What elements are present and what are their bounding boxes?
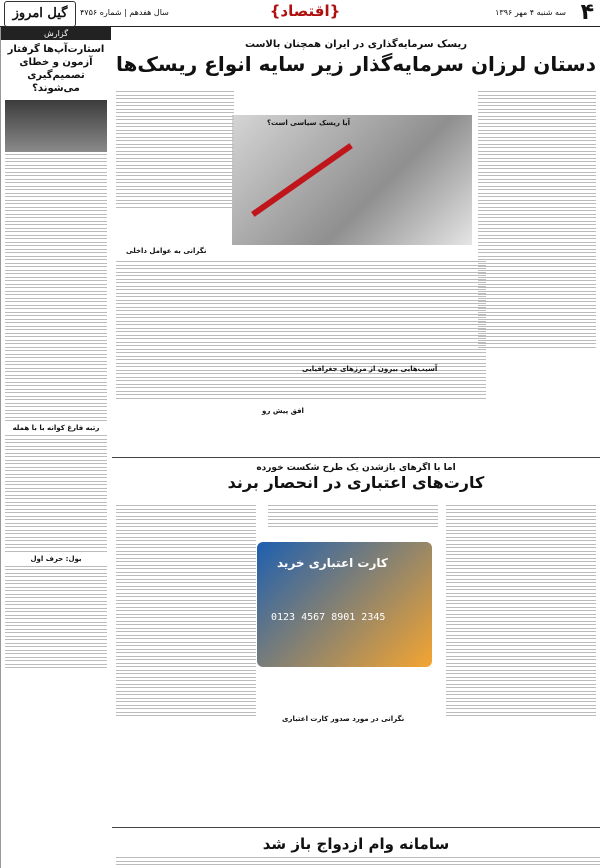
card-number: 0123 4567 8901 2345 (271, 612, 386, 623)
caption-internal-factors: نگرانی به عوامل داخلی (126, 247, 207, 255)
article1-col-right (474, 89, 600, 350)
sidebar-subhead-1: رتبه فارغ کوانه با با همله (12, 424, 100, 432)
main-content (112, 27, 600, 868)
sidebar-column (0, 27, 111, 868)
section-title: {اقتصاد} (269, 2, 341, 20)
issue-date: سه شنبه ۴ مهر ۱۳۹۶ (495, 8, 566, 17)
article1-body-lower (112, 259, 490, 401)
sidebar-label: گزارش (1, 27, 111, 40)
page-number: ۴ (580, 0, 594, 25)
article1-kicker: ریسک سرمایه‌گذاری در ایران همچنان بالاست (245, 39, 467, 50)
sidebar-subhead-2: بول: حرف اول (30, 554, 82, 563)
caption-outlook: افق پیش رو (262, 407, 304, 415)
newspaper-logo: گیل امروز (4, 1, 76, 27)
article2-col-right (442, 503, 600, 719)
article3-body (112, 855, 600, 868)
caption-external-risks: آسیب‌هایی بیرون از مرزهای جغرافیایی (302, 365, 438, 373)
article2-col-left (112, 503, 260, 719)
article2-headline: کارت‌های اعتباری در انحصار برند (227, 473, 485, 492)
issue-number: سال هفدهم | شماره ۴۷۵۶ (80, 8, 169, 17)
card-label: کارت اعتباری خرید (277, 556, 388, 570)
investment-photo (232, 115, 472, 245)
masthead (0, 0, 600, 27)
credit-card-photo (257, 542, 432, 667)
caption-credit-card-concern: نگرانی در مورد صدور کارت اعتباری (282, 715, 405, 723)
article1-col-left (112, 89, 238, 210)
article2-col-top (264, 503, 442, 530)
article2-kicker: اما با اگرهای بازشدن یک طرح شکست خورده (256, 463, 456, 473)
article1-headline: دستان لرزان سرمایه‌گذار زیر سایه انواع ریسک‌ها (116, 52, 596, 76)
sidebar-body (1, 154, 111, 421)
sidebar-photo (5, 100, 107, 152)
sidebar-title: استارت‌آپ‌ها گرفتار آزمون و خطای تصمیم‌گیری می‌شوند؟ (7, 44, 105, 94)
article3-headline: سامانه وام ازدواج باز شد (262, 835, 450, 853)
caption-political-risk: آیا ریسک سیاسی است؟ (266, 119, 350, 127)
